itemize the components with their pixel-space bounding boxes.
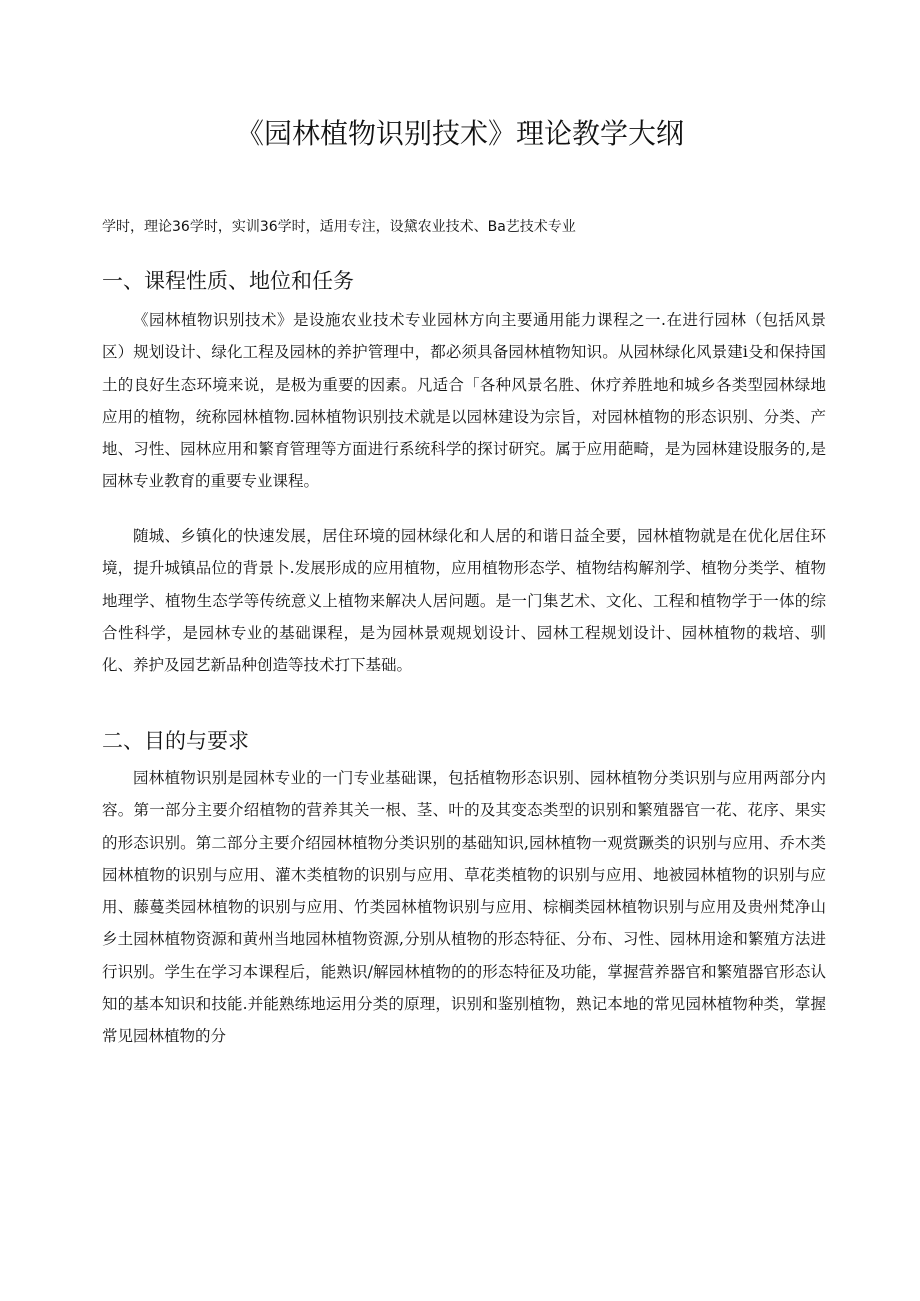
section-heading-objectives: 二、目的与要求 bbox=[102, 729, 249, 753]
section-heading-nature: 一、课程性质、地位和任务 bbox=[102, 269, 354, 293]
paragraph: 随城、乡镇化的快速发展，居住环境的园林绿化和人居的和谐日益全要，园林植物就是在优化居住环境，提升城镇品位的背景卜.发展形成的应用植物，应用植物形态学、植物结构解剂学、植物分类学、植物地理学、植物生态学等传统意义上植物来解决人居问题。是一门集艺术、文化、工程和植物学于一体的综合性科学，是园林专业的基础课程，是为园林景观规划设计、园林工程规划设计、园林植物的栽培、驯化、养护及园艺新品种创造等技术打下基础。 bbox=[102, 527, 826, 675]
document-title: 《园林植物识别技术》理论教学大纲 bbox=[235, 117, 684, 150]
course-hours-info: 学时，理论36学时，实训36学时，适用专注，设黛农业技术、Ba艺技术专业 bbox=[102, 219, 576, 235]
paragraph: 《园林植物识别技术》是设施农业技术专业园林方向主要通用能力课程之一.在进行园林（包括风景区）规划设计、绿化工程及园林的养护管理中，都必须具备园林植物知识。从园林绿化风景建i殳和保持国土的良好生态环境来说，是极为重要的因素。凡适合「各种风景名胜、休疗养胜地和城乡各类型园林绿地应用的植物，统称园林植物.园林植物识别技术就是以园林建设为宗旨，对园林植物的形态识别、分类、产地、习性、园林应用和繁育管理等方面进行系统科学的探讨研究。属于应用葩畸，是为园林建设服务的,是园林专业教育的重要专业课程。 bbox=[102, 311, 826, 491]
paragraph: 园林植物识别是园林专业的一门专业基础课，包括植物形态识别、园林植物分类识别与应用两部分内容。第一部分主要介绍植物的营养其关一根、茎、叶的及其变态类型的识别和繁殖器官一花、花序、果实的形态识别。第二部分主要介绍园林植物分类识别的基础知识,园林植物一观赏蹶类的识别与应用、乔木类园林植物的识别与应用、灌木类植物的识别与应用、草花类植物的识别与应用、地被园林植物的识别与应用、藤蔓类园林植物的识别与应用、竹类园林植物识别与应用、棕榈类园林植物识别与应用及贵州梵净山乡土园林植物资源和黄州当地园林植物资源,分别从植物的形态特征、分布、习性、园林用途和繁殖方法进行识别。学生在学习本课程后，能熟识/解园林植物的的形态特征及功能，掌握营养器官和繁殖器官形态认知的基本知识和技能.并能熟练地运用分类的原理，识别和鉴别植物，熟记本地的常见园林植物种类，掌握常见园林植物的分 bbox=[102, 769, 826, 1046]
